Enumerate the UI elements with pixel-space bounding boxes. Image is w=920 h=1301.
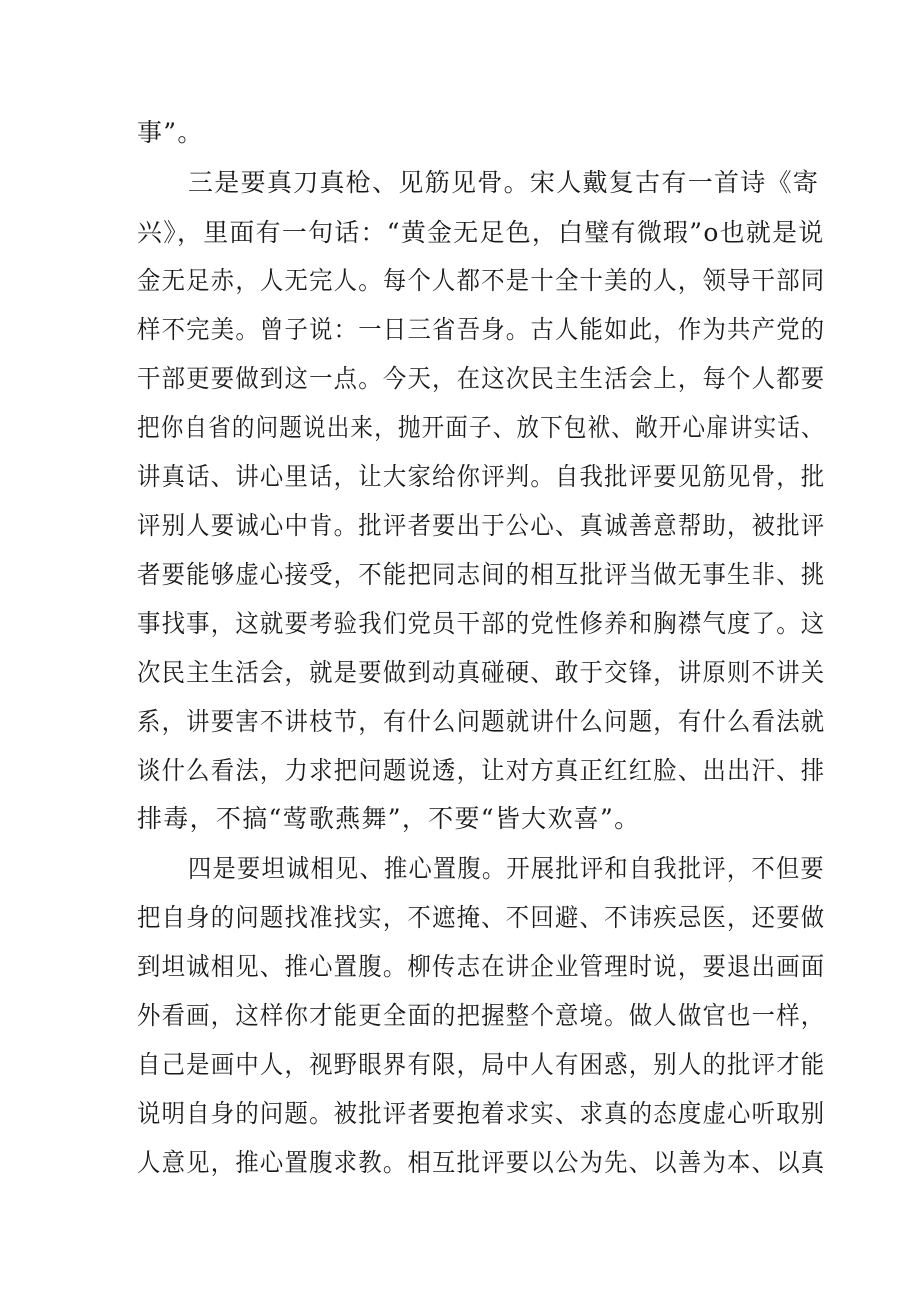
text-line: 兴》，里面有一句话：“黄金无足色，白璧有微瑕”o也就是说	[137, 218, 825, 247]
text-line: 三是要真刀真枪、见筋见骨。宋人戴复古有一首诗《寄	[188, 168, 820, 197]
text-line: 干部更要做到这一点。今天，在这次民主生活会上，每个人都要	[137, 364, 826, 393]
text-line: 样不完美。曾子说：一日三省吾身。古人能如此，作为共产党的	[137, 315, 826, 344]
text-line: 外看画，这样你才能更全面的把握整个意境。做人做官也一样，	[137, 1001, 826, 1030]
text-line: 谈什么看法，力求把问题说透，让对方真正红红脸、出出汗、排	[137, 756, 826, 785]
text-line: 到坦诚相见、推心置腹。柳传志在讲企业管理时说，要退出画面	[137, 952, 826, 981]
text-line: 说明自身的问题。被批评者要抱着求实、求真的态度虚心听取别	[137, 1099, 826, 1128]
text-line: 评别人要诚心中肯。批评者要出于公心、真诚善意帮助，被批评	[137, 511, 826, 540]
text-line: 把你自省的问题说出来，抛开面子、放下包袱、敞开心扉讲实话、	[137, 413, 825, 442]
text-line: 系，讲要害不讲枝节，有什么问题就讲什么问题，有什么看法就	[137, 707, 826, 736]
text-line: 四是要坦诚相见、推心置腹。开展批评和自我批评，不但要	[188, 854, 825, 883]
text-line: 事找事，这就要考验我们党员干部的党性修养和胸襟气度了。这	[137, 609, 826, 638]
text-line: 者要能够虚心接受，不能把同志间的相互批评当做无事生非、挑	[137, 560, 826, 589]
text-line: 事”。	[137, 118, 204, 147]
text-line: 讲真话、讲心里话，让大家给你评判。自我批评要见筋见骨，批	[137, 462, 826, 491]
text-line: 把自身的问题找准找实，不遮掩、不回避、不讳疾忌医，还要做	[137, 903, 826, 932]
text-line: 自己是画中人，视野眼界有限，局中人有困惑，别人的批评才能	[137, 1050, 826, 1079]
text-line: 金无足赤，人无完人。每个人都不是十全十美的人，领导干部同	[137, 266, 826, 295]
text-line: 人意见，推心置腹求教。相互批评要以公为先、以善为本、以真	[137, 1148, 826, 1177]
text-line: 排毒，不搞“莺歌燕舞”，不要“皆大欢喜”。	[137, 804, 641, 833]
text-line: 次民主生活会，就是要做到动真碰硬、敢于交锋，讲原则不讲关	[137, 658, 826, 687]
